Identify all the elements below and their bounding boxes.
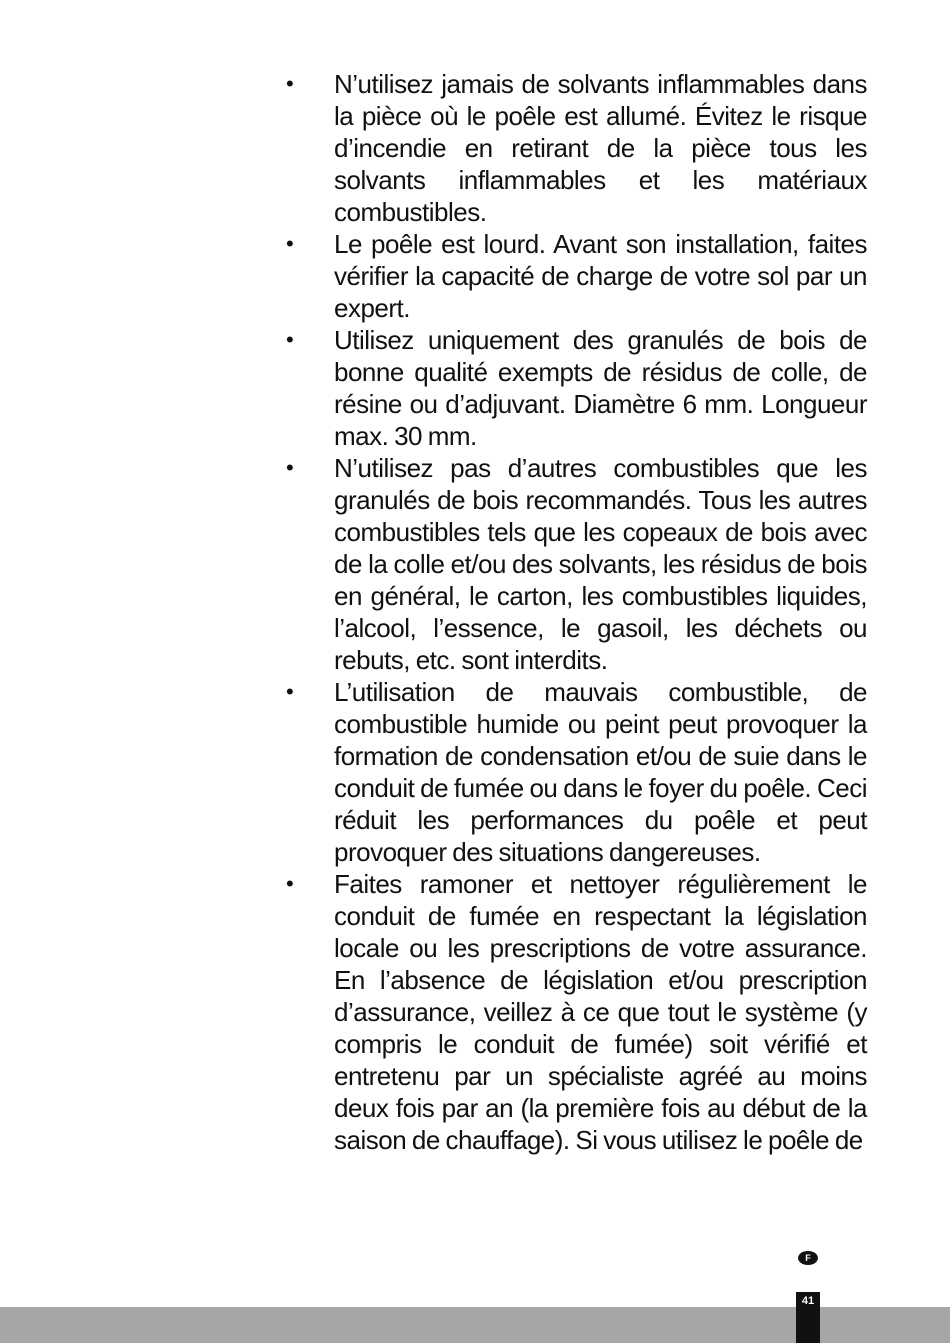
safety-bullet-list [280,68,867,1156]
bullet-item-solvents [280,68,867,228]
bullet-item-pellets [280,324,867,452]
bullet-text: N’utilisez pas d’autres combustibles que les granulés de bois recommandés. Tous les autres combustibles tels que les copeaux de bois avec de la colle et/ou des solvants, les résidus de bois en général, le carton, les combustibles liquides, l’alcool, l’essence, le gasoil, les déchets ou rebuts, etc. sont interdits. [334,453,867,675]
bullet-icon: • [286,231,294,256]
bullet-item-weight [280,228,867,324]
document-body [280,68,867,1156]
page-number-tab [796,1292,820,1343]
bullet-item-bad-fuel [280,676,867,868]
bullet-text: Faites ramoner et nettoyer régulièrement le conduit de fumée en respectant la législation locale ou les prescriptions de votre assurance. En l’absence de législation et/ou prescription d’assurance, veillez à ce que tout le système (y compris le conduit de fumée) soit vérifié et entretenu par un spécialiste agréé au moins deux fois par an (la première fois au début de la saison de chauffage). Si vous utilisez le poêle de [334,869,867,1155]
bullet-item-other-fuels [280,452,867,676]
page-number: 41 [801,1295,815,1307]
bullet-icon: • [286,679,294,704]
bullet-icon: • [286,455,294,480]
bullet-text: Le poêle est lourd. Avant son installation, faites vérifier la capacité de charge de votre sol par un expert. [334,229,867,323]
bullet-text: N’utilisez jamais de solvants inflammables dans la pièce où le poêle est allumé. Évitez le risque d’incendie en retirant de la pièce tous les solvants inflammables et les matériaux combustibles. [334,69,867,227]
language-badge: F [798,1251,818,1265]
bullet-icon: • [286,327,294,352]
bullet-icon: • [286,71,294,96]
bullet-item-sweeping [280,868,867,1156]
bullet-icon: • [286,871,294,896]
bullet-text: Utilisez uniquement des granulés de bois de bonne qualité exempts de résidus de colle, de résine ou d’adjuvant. Diamètre 6 mm. Longueur max. 30 mm. [334,325,867,451]
bullet-text: L’utilisation de mauvais combustible, de combustible humide ou peint peut provoquer la formation de condensation et/ou de suie dans le conduit de fumée ou dans le foyer du poêle. Ceci réduit les performances du poêle et peut provoquer des situations dangereuses. [334,677,867,867]
